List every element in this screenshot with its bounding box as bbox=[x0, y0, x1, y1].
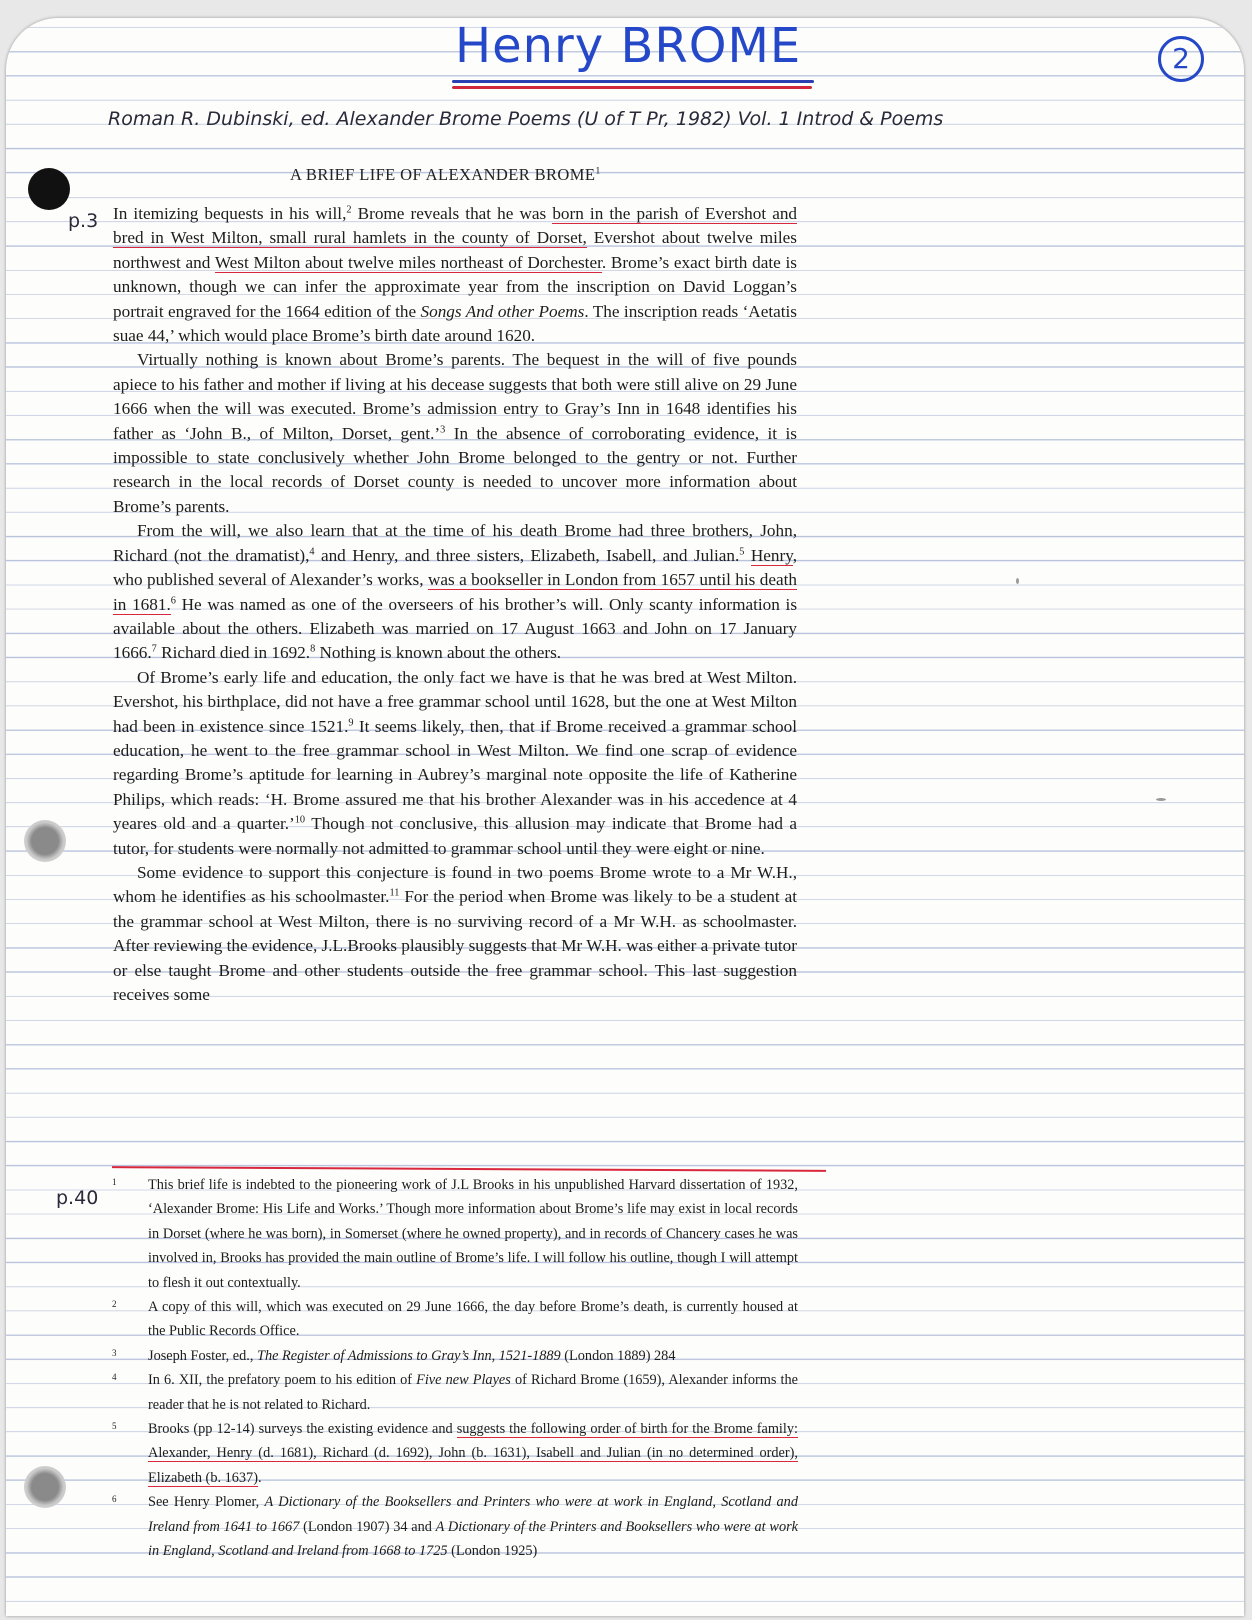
stray-mark bbox=[1016, 578, 1019, 584]
footnote-text bbox=[148, 1368, 798, 1417]
margin-note-page-40: p.40 bbox=[56, 1187, 99, 1209]
paragraph-5 bbox=[113, 861, 797, 1007]
footnote-2 bbox=[108, 1295, 798, 1344]
margin-note-page-3: p.3 bbox=[68, 210, 99, 232]
paragraph-1 bbox=[113, 202, 797, 348]
heading-text: A BRIEF LIFE OF ALEXANDER BROME bbox=[290, 165, 596, 184]
text-run: of Richard Brome (1659), Alexander informs the reader that he is not related to Richard. bbox=[148, 1372, 799, 1413]
footnote-number: 6 bbox=[112, 1494, 117, 1505]
paragraph-4 bbox=[113, 666, 797, 861]
footnote-text bbox=[148, 1344, 798, 1368]
text-run: For the period when Brome was likely to be a student at the grammar school at West Milton, there is no surviving record of a Mr W.H. as schoolmaster. After reviewing the evidence, J.L.Brooks plausibly suggests that Mr W.H. was either a private tutor or else taught Brome and other students outside the free grammar school. This last suggestion receives some bbox=[113, 887, 798, 1004]
italic-title: A Dictionary of the Booksellers and Printers who were at work in England, Scotland and Ireland from 1641 to 1667 bbox=[148, 1494, 798, 1535]
footnote-ref: 2 bbox=[346, 204, 352, 216]
footnote-6 bbox=[108, 1490, 798, 1563]
footnote-5 bbox=[108, 1417, 798, 1490]
text-run: From the will, we also learn that at the time of his death Brome had three brothers, John, Richard (not the dramatist), bbox=[113, 521, 797, 565]
italic-title: Five new Playes bbox=[416, 1372, 511, 1389]
footnote-3 bbox=[108, 1344, 798, 1368]
footnote-ref: 8 bbox=[310, 643, 316, 655]
text-run: (London 1925) bbox=[447, 1543, 538, 1560]
text-run: Brome reveals that he was bbox=[351, 204, 553, 223]
footnote-ref: 11 bbox=[389, 887, 400, 899]
stray-mark bbox=[1156, 798, 1166, 801]
underlined-text: was a bookseller in London from 1657 until his death in 1681. bbox=[113, 570, 797, 614]
footnote-text bbox=[148, 1490, 798, 1563]
footnote-text: This brief life is indebted to the pioneering work of J.L Brooks in his unpublished Harvard dissertation of 1932, ‘Alexander Brome: His Life and Works.’ Though more information about Brome’s life may exist in local records in Dorset (where he was born), in Somerset (where he owned property), and in records of Chancery cases he was involved in, Brooks has provided the main outline of Brome’s life. I will follow his outline, though I will attempt to flesh it out contextually. bbox=[148, 1177, 798, 1291]
paragraph-3 bbox=[113, 519, 797, 665]
article-body bbox=[113, 202, 797, 1007]
italic-title: The Register of Admissions to Gray’s Inn, 1521-1889 bbox=[257, 1347, 561, 1364]
title-underline-blue bbox=[452, 80, 814, 83]
underlined-text: suggests the following order of birth for the Brome family: Alexander, Henry (d. 1681), Richard (d. 1692), John (b. 1631), Isabell and Julian (in no determined order), Elizabeth (b. 1637) bbox=[148, 1421, 798, 1486]
text-run: It seems likely, then, that if Brome received a grammar school education, he went to the free grammar school in West Milton. We find one scrap of evidence regarding Brome’s aptitude for learning in Aubrey’s marginal note opposite the life of Katherine Philips, which reads: ‘H. Brome assured me that his brother Alexander was in his accedence at 4 yeares old and a quarter.’ bbox=[113, 716, 797, 834]
footnote-number: 5 bbox=[112, 1421, 117, 1432]
text-run: . Brome’s exact birth date is unknown, though we can infer the approximate year from the inscription on David Loggan’s portrait engraved for the 1664 edition of the bbox=[113, 252, 797, 321]
footnote-ref: 9 bbox=[348, 716, 354, 728]
footnote-4 bbox=[108, 1368, 798, 1417]
text-run: Brooks (pp 12-14) surveys the existing evidence and bbox=[148, 1421, 457, 1438]
text-run: . The inscription reads ‘Aetatis suae 44,’ which would place Brome’s birth date around 1620. bbox=[113, 301, 797, 346]
footnote-number: 1 bbox=[112, 1177, 117, 1187]
page-number-circle: 2 bbox=[1158, 36, 1204, 82]
footnote-ref: 7 bbox=[151, 643, 157, 655]
punch-hole-bottom bbox=[24, 1466, 66, 1508]
text-run: In itemizing bequests in his will, bbox=[113, 204, 347, 223]
footnote-ref: 3 bbox=[440, 423, 446, 435]
punch-hole-middle bbox=[24, 820, 66, 862]
footnote-number: 2 bbox=[112, 1299, 117, 1310]
footnote-ref: 6 bbox=[170, 594, 176, 606]
footnote-ref: 4 bbox=[309, 545, 315, 557]
text-run: See Henry Plomer, bbox=[148, 1494, 265, 1511]
text-run: Of Brome’s early life and education, the only fact we have is that he was bred at West Milton. Evershot, his birthplace, did not have a free grammar school until 1628, but the one at West Milton had been in existence since 1521. bbox=[113, 667, 797, 736]
text-run: In the absence of corroborating evidence, it is impossible to state conclusively whether John Brome belonged to the gentry or not. Further research in the local records of Dorset county is needed to uncover more information about Brome’s parents. bbox=[113, 423, 797, 516]
text-run: Though not conclusive, this allusion may indicate that Brome had a tutor, for students were normally not admitted to grammar school until they were eight or nine. bbox=[113, 814, 797, 858]
punch-hole-top bbox=[28, 168, 70, 210]
text-run: , who published several of Alexander’s works, bbox=[113, 545, 798, 590]
italic-title: Songs And other Poems bbox=[420, 301, 585, 321]
text-run: . bbox=[257, 1469, 262, 1486]
text-run: (London 1889) 284 bbox=[560, 1347, 676, 1364]
handwritten-citation: Roman R. Dubinski, ed. Alexander Brome Poems (U of T Pr, 1982) Vol. 1 Introd & Poems bbox=[108, 108, 944, 130]
footnote-number: 3 bbox=[112, 1347, 117, 1358]
text-run: and Henry, and three sisters, Elizabeth, Isabell, and Julian. bbox=[314, 545, 740, 565]
text-run bbox=[744, 546, 750, 565]
footnote-text: A copy of this will, which was executed on 29 June 1666, the day before Brome’s death, is currently housed at the Public Records Office. bbox=[148, 1299, 798, 1340]
text-run: Some evidence to support this conjecture is found in two poems Brome wrote to a Mr W.H., whom he identifies as his schoolmaster. bbox=[113, 862, 797, 907]
footnote-number: 4 bbox=[112, 1372, 117, 1383]
title-underline-red bbox=[452, 86, 812, 89]
text-run: Virtually nothing is known about Brome’s parents. The bequest in the will of five pounds apiece to his father and mother if living at his decease suggests that both were still alive on 29 June 1666 when the will was executed. Brome’s admission entry to Gray’s Inn in 1648 identifies his father as ‘John B., of Milton, Dorset, gent.’ bbox=[113, 350, 797, 443]
underlined-text: West Milton about twelve miles northeast of Dorchester bbox=[214, 252, 602, 272]
footnote-ref: 10 bbox=[294, 814, 306, 826]
paragraph-2 bbox=[113, 348, 797, 519]
text-run: Joseph Foster, ed., bbox=[148, 1347, 258, 1364]
text-run: In 6. XII, the prefatory poem to his edition of bbox=[148, 1372, 417, 1389]
footnotes bbox=[108, 1173, 798, 1564]
underlined-text: born in the parish of Evershot and bred in West Milton, small rural hamlets in the county of Dorset, bbox=[113, 204, 798, 248]
text-run: He was named as one of the overseers of his brother’s will. Only scanty information is available about the others. Elizabeth was married on 17 August 1663 and John on 17 January 1666. bbox=[113, 594, 798, 663]
article-heading bbox=[290, 165, 601, 185]
italic-title: A Dictionary of the Printers and Booksellers who were at work in England, Scotland and Ireland from 1668 to 1725 bbox=[148, 1518, 798, 1560]
text-run: (London 1907) 34 and bbox=[299, 1518, 436, 1535]
text-run: Nothing is known about the others. bbox=[315, 643, 562, 663]
underlined-text: Henry bbox=[750, 545, 793, 565]
handwritten-title: Henry BROME bbox=[455, 18, 802, 74]
text-run: Richard died in 1692. bbox=[156, 643, 311, 663]
footnote-ref: 5 bbox=[739, 545, 745, 557]
heading-footnote-ref: 1 bbox=[595, 165, 601, 177]
footnote-text bbox=[148, 1417, 798, 1490]
text-run: Evershot about twelve miles northwest and bbox=[113, 228, 797, 272]
footnote-1 bbox=[108, 1173, 798, 1295]
